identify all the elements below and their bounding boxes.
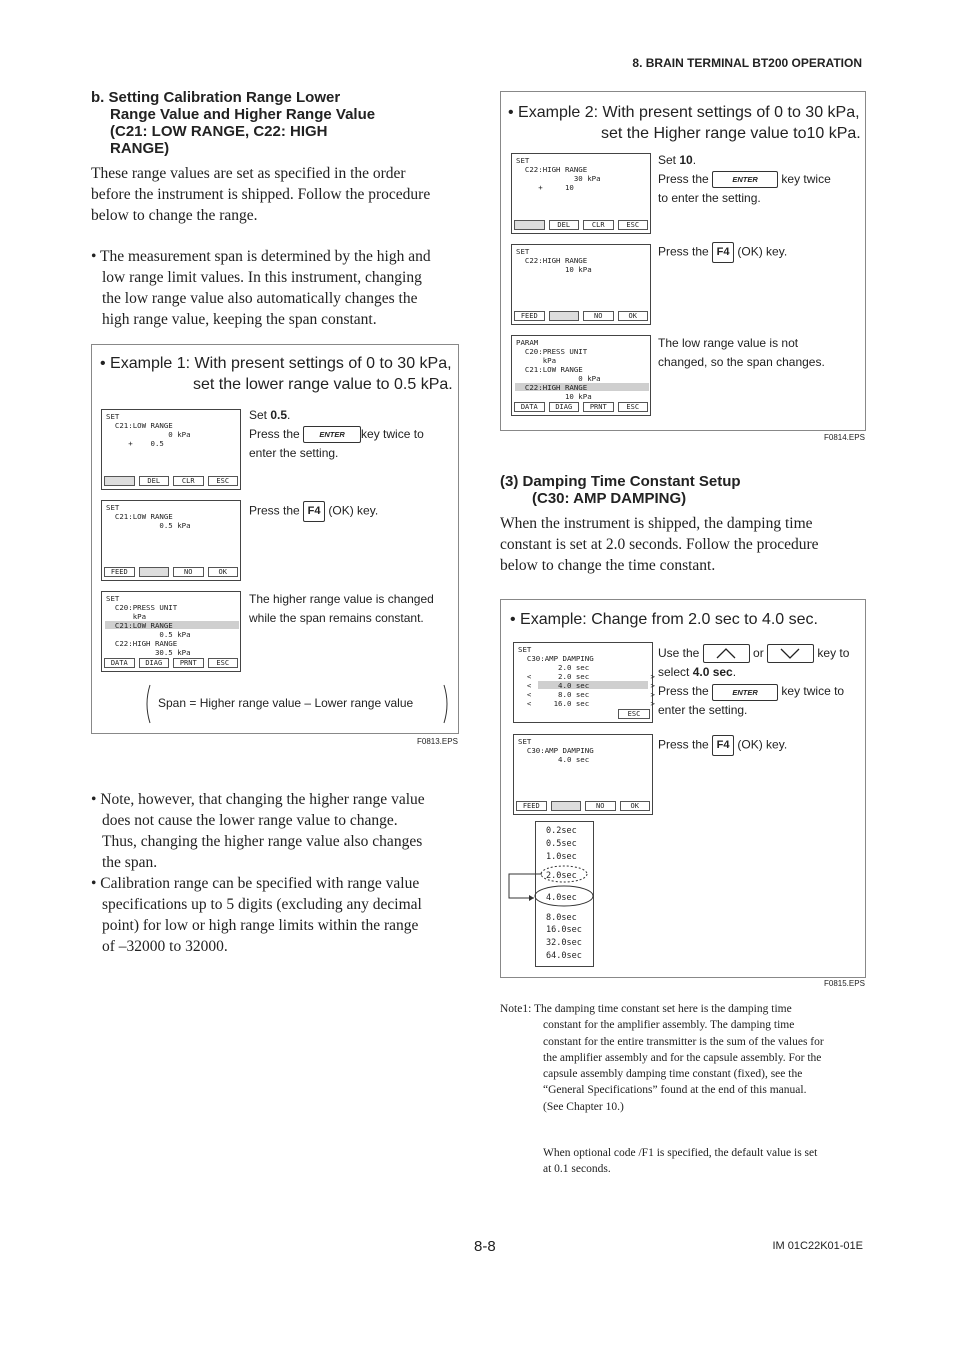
function-key-del[interactable]: DEL <box>549 220 580 230</box>
example1-title-2: set the lower range value to 0.5 kPa. <box>193 376 453 393</box>
intro-line: These range values are set as specified in the order <box>91 165 406 182</box>
function-key-row <box>516 709 650 719</box>
bullet-line: Thus, changing the higher range value also changes <box>102 833 423 850</box>
section-b-title-line: (C21: LOW RANGE, C22: HIGH <box>110 123 328 140</box>
up-key[interactable] <box>703 644 750 663</box>
function-key-esc[interactable]: ESC <box>208 476 239 486</box>
function-key-esc[interactable]: ESC <box>618 220 649 230</box>
function-key-row <box>104 476 238 486</box>
note-label: Note1: <box>500 1003 534 1015</box>
step-text: key twice to <box>361 427 424 441</box>
function-key-del[interactable]: DEL <box>139 476 170 486</box>
bullet-line: point) for low or high range limits within the range <box>102 917 419 934</box>
example1-screen-2 <box>101 500 241 581</box>
document-id: IM 01C22K01-01E <box>772 1240 863 1252</box>
example2-title-1: • Example 2: With present settings of 0 to 30 kPa, <box>508 104 860 121</box>
example2-screen-3 <box>511 335 651 416</box>
function-key[interactable] <box>516 709 546 719</box>
option-item[interactable]: 2.0sec <box>546 871 577 881</box>
step-value: 4.0 sec <box>692 665 733 680</box>
function-key[interactable] <box>584 709 614 719</box>
section-b-title-line: Range Value and Higher Range Value <box>110 106 376 123</box>
step-text: while the span remains constant. <box>249 611 424 625</box>
example3-step-1 <box>658 644 863 720</box>
function-key-row <box>514 402 648 412</box>
note-line: constant for the amplifier assembly. The damping time <box>543 1019 795 1032</box>
bullet-line: does not cause the lower range value to change. <box>102 812 398 829</box>
bullet-line: of –32000 to 32000. <box>102 938 228 955</box>
function-key-row <box>514 220 648 230</box>
screen-text: SET C30:AMP DAMPING 4.0 sec <box>518 737 594 764</box>
function-key-diag[interactable]: DIAG <box>549 402 580 412</box>
selection-arrow-diagram <box>501 860 601 910</box>
function-key[interactable] <box>139 567 170 577</box>
example1-screen-3 <box>101 591 241 672</box>
function-key[interactable] <box>104 476 135 486</box>
step-text: enter the setting. <box>249 446 339 460</box>
example2-screen-1 <box>511 153 651 234</box>
bullet-line: low range limit values. In this instrument, changing <box>102 269 422 286</box>
example2-step-1 <box>658 151 863 208</box>
section-b-title-line: b. Setting Calibration Range Lower <box>91 89 341 106</box>
function-key-clr[interactable]: CLR <box>173 476 204 486</box>
note-line: capsule assembly damping time constant (fixed), see the <box>543 1068 803 1081</box>
function-key-row <box>514 311 648 321</box>
screen-text: SET C30:AMP DAMPING 2.0 sec < 2.0 sec < 4.0 sec < 8.0 sec < 16.0 sec <box>518 645 594 708</box>
chevron-up-icon <box>704 645 749 662</box>
example1-step-3 <box>249 590 434 628</box>
screen-text: SET C22:HIGH RANGE 10 kPa <box>516 247 592 274</box>
function-key-prnt[interactable]: PRNT <box>173 658 204 668</box>
example2-screen-2 <box>511 244 651 325</box>
enter-key[interactable]: ENTER <box>712 171 778 188</box>
chapter-header: 8. BRAIN TERMINAL BT200 OPERATION <box>632 56 862 70</box>
function-key-esc[interactable]: ESC <box>208 658 239 668</box>
example2-step-2 <box>658 242 787 263</box>
step-text: (OK) key. <box>737 737 788 752</box>
step-text: . <box>732 665 737 680</box>
example2-step-3 <box>658 334 825 372</box>
screen-text: SET C22:HIGH RANGE 30 kPa + 10 <box>516 156 601 192</box>
bullet-line: the span. <box>102 854 158 871</box>
note-line: “General Specifications” found at the end of this manual. <box>543 1084 807 1097</box>
step-text: key twice to <box>781 684 845 699</box>
function-key[interactable] <box>550 709 580 719</box>
bullet-line: specifications up to 5 digits (excluding any decimal <box>102 896 422 913</box>
step-value: 10 <box>679 153 693 167</box>
bullet-higher-range-note <box>91 789 425 957</box>
step-text: Press the <box>658 684 709 699</box>
example1-step-1 <box>249 406 454 463</box>
example3-screen-2 <box>513 734 653 815</box>
function-key-clr[interactable]: CLR <box>583 220 614 230</box>
step-text: . <box>692 153 697 167</box>
function-key-feed[interactable]: FEED <box>104 567 135 577</box>
bullet-span-note <box>91 246 431 330</box>
intro-line: below to change the range. <box>91 207 258 224</box>
function-key-prnt[interactable]: PRNT <box>583 402 614 412</box>
function-key-esc[interactable]: ESC <box>618 709 650 719</box>
f4-key[interactable]: F4 <box>712 242 734 263</box>
option-item[interactable]: 4.0sec <box>546 893 577 903</box>
step-text: enter the setting. <box>658 703 748 718</box>
function-key-ok[interactable]: OK <box>208 567 239 577</box>
bullet-line: • The measurement span is determined by the high and <box>91 248 431 265</box>
function-key-data[interactable]: DATA <box>514 402 545 412</box>
step-text: changed, so the span changes. <box>658 355 825 369</box>
note-line: at 0.1 seconds. <box>543 1163 611 1176</box>
example3-title: • Example: Change from 2.0 sec to 4.0 sec. <box>510 611 818 628</box>
note-line: When optional code /F1 is specified, the default value is set <box>543 1147 818 1160</box>
enter-key[interactable]: ENTER <box>712 684 778 701</box>
function-key-feed[interactable]: FEED <box>516 801 547 811</box>
step-text: (OK) key. <box>328 503 379 518</box>
function-key-ok[interactable]: OK <box>620 801 651 811</box>
bullet-line: • Note, however, that changing the higher range value <box>91 791 425 808</box>
function-key[interactable] <box>549 311 580 321</box>
section-b-intro <box>91 163 430 226</box>
example3-screen-1 <box>513 642 653 723</box>
example3-box <box>500 599 866 978</box>
bullet-line: the low range value also automatically changes the <box>102 290 418 307</box>
body-line: constant is set at 2.0 seconds. Follow the procedure <box>500 536 819 553</box>
step-text: . <box>287 408 291 422</box>
chevron-down-icon <box>768 645 813 662</box>
step-text: Press the <box>249 503 300 518</box>
step-text: Press the <box>658 244 709 259</box>
function-key-no[interactable]: NO <box>585 801 616 811</box>
option-item[interactable]: 8.0sec <box>546 913 577 923</box>
bullet-line: high range value, keeping the span constant. <box>102 311 377 328</box>
note1 <box>500 1001 870 1178</box>
step-text: Press the <box>658 737 709 752</box>
option-item[interactable]: 0.5sec <box>546 839 577 849</box>
step-text: Set <box>249 408 271 422</box>
function-key-esc[interactable]: ESC <box>618 402 649 412</box>
step-text: to enter the setting. <box>658 191 761 205</box>
example2-title-2: set the Higher range value to10 kPa. <box>601 125 861 142</box>
option-item[interactable]: 0.2sec <box>546 826 577 836</box>
option-item[interactable]: 1.0sec <box>546 852 577 862</box>
option-item[interactable]: 64.0sec <box>546 951 582 961</box>
span-formula: Span = Higher range value – Lower range value <box>158 696 414 710</box>
function-key-ok[interactable]: OK <box>618 311 649 321</box>
example1-step-2 <box>249 501 378 522</box>
step-text: The low range value is not <box>658 336 799 350</box>
step-text: Use the <box>658 646 700 660</box>
function-key-feed[interactable]: FEED <box>514 311 545 321</box>
section-b-title-line: RANGE) <box>110 140 170 157</box>
down-key[interactable] <box>767 644 814 663</box>
screen-text: PARAM C20:PRESS UNIT kPa C21:LOW RANGE 0 kPa C22:HIGH RANGE 10 kPa <box>516 338 601 401</box>
function-key-no[interactable]: NO <box>173 567 204 577</box>
function-key[interactable] <box>551 801 582 811</box>
screen-text: SET C21:LOW RANGE 0 kPa + 0.5 <box>106 412 191 448</box>
section-b-title <box>91 89 375 157</box>
example1-box <box>91 344 459 734</box>
step-text: key to <box>817 646 850 660</box>
screen-text: SET C21:LOW RANGE 0.5 kPa <box>106 503 191 530</box>
step-text: Press the <box>249 427 300 441</box>
function-key-diag[interactable]: DIAG <box>139 658 170 668</box>
function-key[interactable] <box>514 220 545 230</box>
function-key-data[interactable]: DATA <box>104 658 135 668</box>
note-line: The damping time constant set here is the damping time <box>533 1003 792 1015</box>
option-item[interactable]: 32.0sec <box>546 938 582 948</box>
body-line: When the instrument is shipped, the damping time <box>500 515 813 532</box>
example1-screen-1 <box>101 409 241 490</box>
note-line: the amplifier assembly and for the capsule assembly. For the <box>543 1051 822 1064</box>
step-text: The higher range value is changed <box>249 592 434 606</box>
figure-id: F0813.EPS <box>417 737 458 746</box>
body-line: below to change the time constant. <box>500 557 716 574</box>
enter-key[interactable]: ENTER <box>303 426 361 443</box>
figure-id: F0814.EPS <box>824 433 865 442</box>
step-text: select <box>658 665 693 680</box>
section-3-title-line: (C30: AMP DAMPING) <box>532 490 687 507</box>
scroll-markers: > > > > <box>650 672 655 708</box>
step-value: 0.5 <box>270 408 288 422</box>
bullet-line: • Calibration range can be specified with range value <box>91 875 420 892</box>
step-text: (OK) key. <box>737 244 788 259</box>
example1-title-1: • Example 1: With present settings of 0 to 30 kPa, <box>100 355 452 372</box>
note-line: constant for the entire transmitter is the sum of the values for <box>543 1035 824 1048</box>
function-key-row <box>516 801 650 811</box>
step-text: Press the <box>658 172 709 186</box>
section-3-title-line: (3) Damping Time Constant Setup <box>500 473 741 490</box>
step-text: key twice <box>781 172 831 186</box>
step-text: or <box>753 646 764 660</box>
example3-step-2 <box>658 735 787 756</box>
example2-box <box>500 91 866 431</box>
f4-key[interactable]: F4 <box>712 735 734 756</box>
section-3-title <box>500 473 741 507</box>
intro-line: before the instrument is shipped. Follow the procedure <box>91 186 431 203</box>
figure-id: F0815.EPS <box>824 979 865 988</box>
f4-key[interactable]: F4 <box>303 501 325 522</box>
function-key-no[interactable]: NO <box>583 311 614 321</box>
page-number: 8-8 <box>474 1238 496 1255</box>
option-item[interactable]: 16.0sec <box>546 925 582 935</box>
step-text: Set <box>658 153 680 167</box>
function-key-row <box>104 658 238 668</box>
section-3-body <box>500 513 819 576</box>
note-line: (See Chapter 10.) <box>543 1100 624 1113</box>
screen-text: SET C20:PRESS UNIT kPa C21:LOW RANGE 0.5 kPa C22:HIGH RANGE 30.5 kPa <box>106 594 191 657</box>
function-key-row <box>104 567 238 577</box>
